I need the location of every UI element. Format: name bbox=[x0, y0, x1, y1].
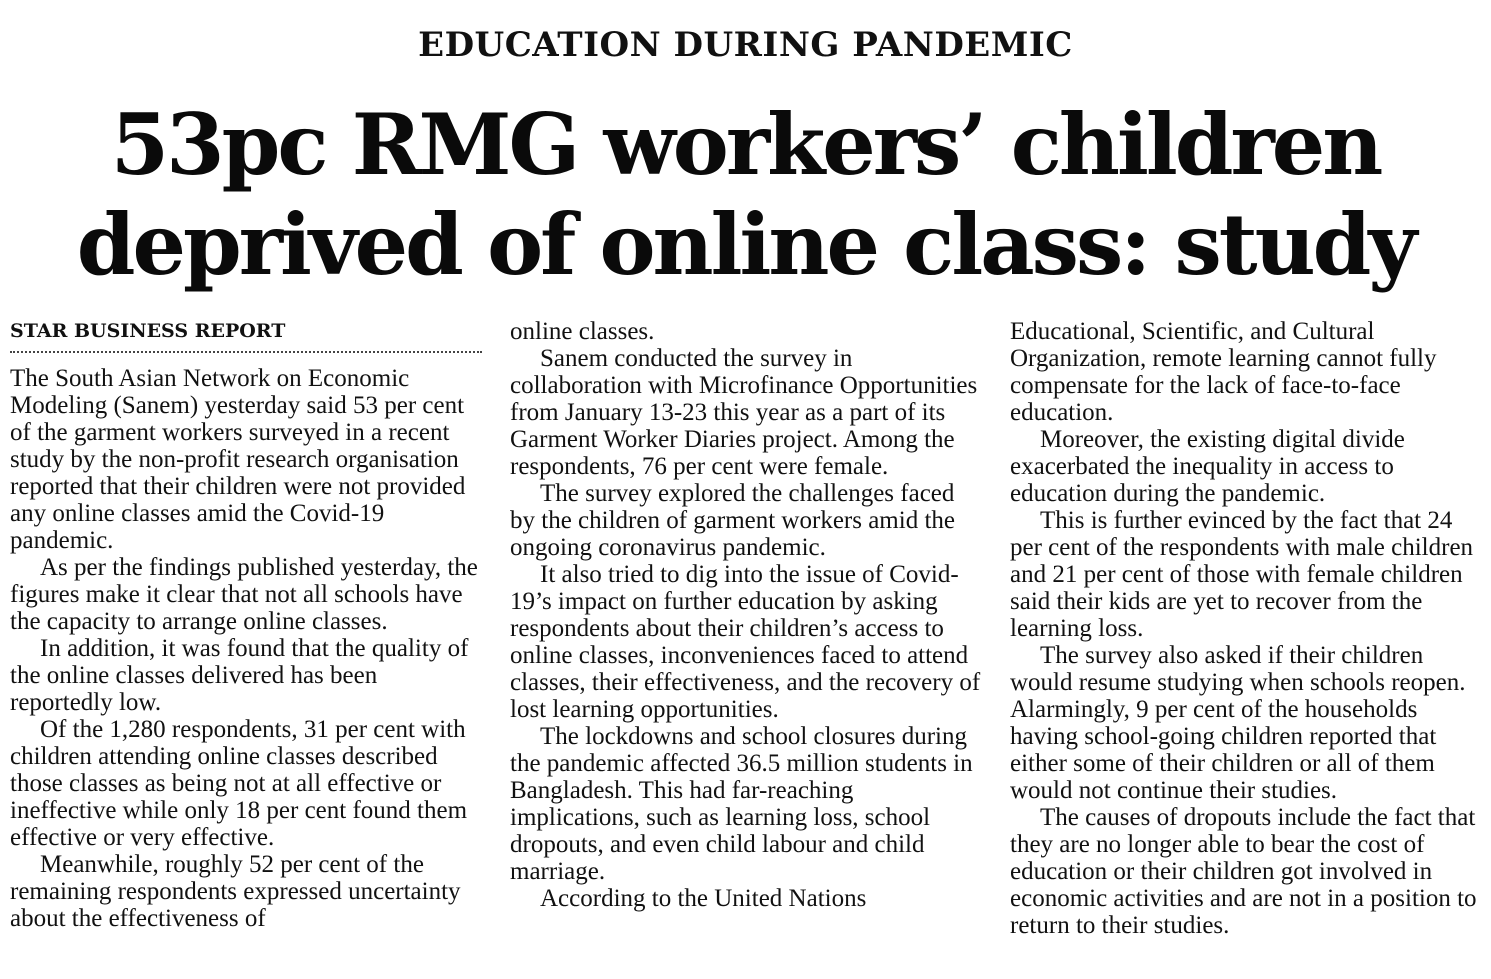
paragraph: The survey explored the challenges faced by the children of garment workers amid the ongoing coronavirus pandemic. bbox=[510, 480, 955, 561]
paragraph: The survey also asked if their children would resume studying when schools reopen. Alarmingly, 9 per cent of the households having school-going children reported that either some of their children or all of them would not continue their studies. bbox=[1010, 642, 1466, 804]
article-column-3 bbox=[1010, 318, 1480, 939]
paragraph: Meanwhile, roughly 52 per cent of the remaining respondents expressed uncertainty about the effectiveness of bbox=[10, 851, 461, 932]
article-column-2 bbox=[510, 318, 982, 912]
paragraph: The South Asian Network on Economic Modeling (Sanem) yesterday said 53 per cent of the garment workers surveyed in a recent study by the non-profit research organisation reported that their children were not provided any online classes amid the Covid-19 pandemic. bbox=[10, 365, 466, 554]
paragraph: According to the United Nations bbox=[540, 885, 867, 912]
paragraph: As per the findings published yesterday, the figures make it clear that not all schools have the capacity to arrange online classes. bbox=[10, 554, 478, 635]
paragraph: It also tried to dig into the issue of Covid-19’s impact on further education by asking respondents about their children’s access to online classes, inconveniences faced to attend classes, their effectiveness, and the recovery of lost learning opportunities. bbox=[510, 561, 981, 723]
paragraph: Of the 1,280 respondents, 31 per cent with children attending online classes described those classes as being not at all effective or ineffective while only 18 per cent found them effective or very effective. bbox=[10, 716, 468, 851]
section-kicker: EDUCATION DURING PANDEMIC bbox=[418, 25, 1073, 65]
paragraph: Sanem conducted the survey in collaboration with Microfinance Opportunities from January 13-23 this year as a part of its Garment Worker Diaries project. Among the respondents, 76 per cent were female. bbox=[510, 345, 978, 480]
paragraph: The causes of dropouts include the fact that they are no longer able to bear the cost of education or their children got involved in economic activities and are not in a position to return to their studies. bbox=[1010, 804, 1477, 939]
headline-line-2: deprived of online class: study bbox=[76, 195, 1415, 294]
paragraph: The lockdowns and school closures during the pandemic affected 36.5 million students in Bangladesh. This had far-reaching implications, such as learning loss, school dropouts, and even child labour and child marriage. bbox=[510, 723, 973, 885]
byline: STAR BUSINESS REPORT bbox=[10, 318, 482, 353]
paragraph: This is further evinced by the fact that 24 per cent of the respondents with male children and 21 per cent of those with female children said their kids are yet to recover from the learning loss. bbox=[1010, 507, 1474, 642]
paragraph: Moreover, the existing digital divide exacerbated the inequality in access to education during the pandemic. bbox=[1010, 426, 1405, 507]
paragraph: online classes. bbox=[510, 318, 655, 345]
headline-line-1: 53pc RMG workers’ children bbox=[110, 95, 1381, 194]
paragraph: In addition, it was found that the quality of the online classes delivered has been reportedly low. bbox=[10, 635, 469, 716]
paragraph: Educational, Scientific, and Cultural Organization, remote learning cannot fully compensate for the lack of face-to-face education. bbox=[1010, 318, 1437, 426]
article-column-1 bbox=[10, 318, 482, 932]
headline bbox=[0, 95, 1491, 295]
